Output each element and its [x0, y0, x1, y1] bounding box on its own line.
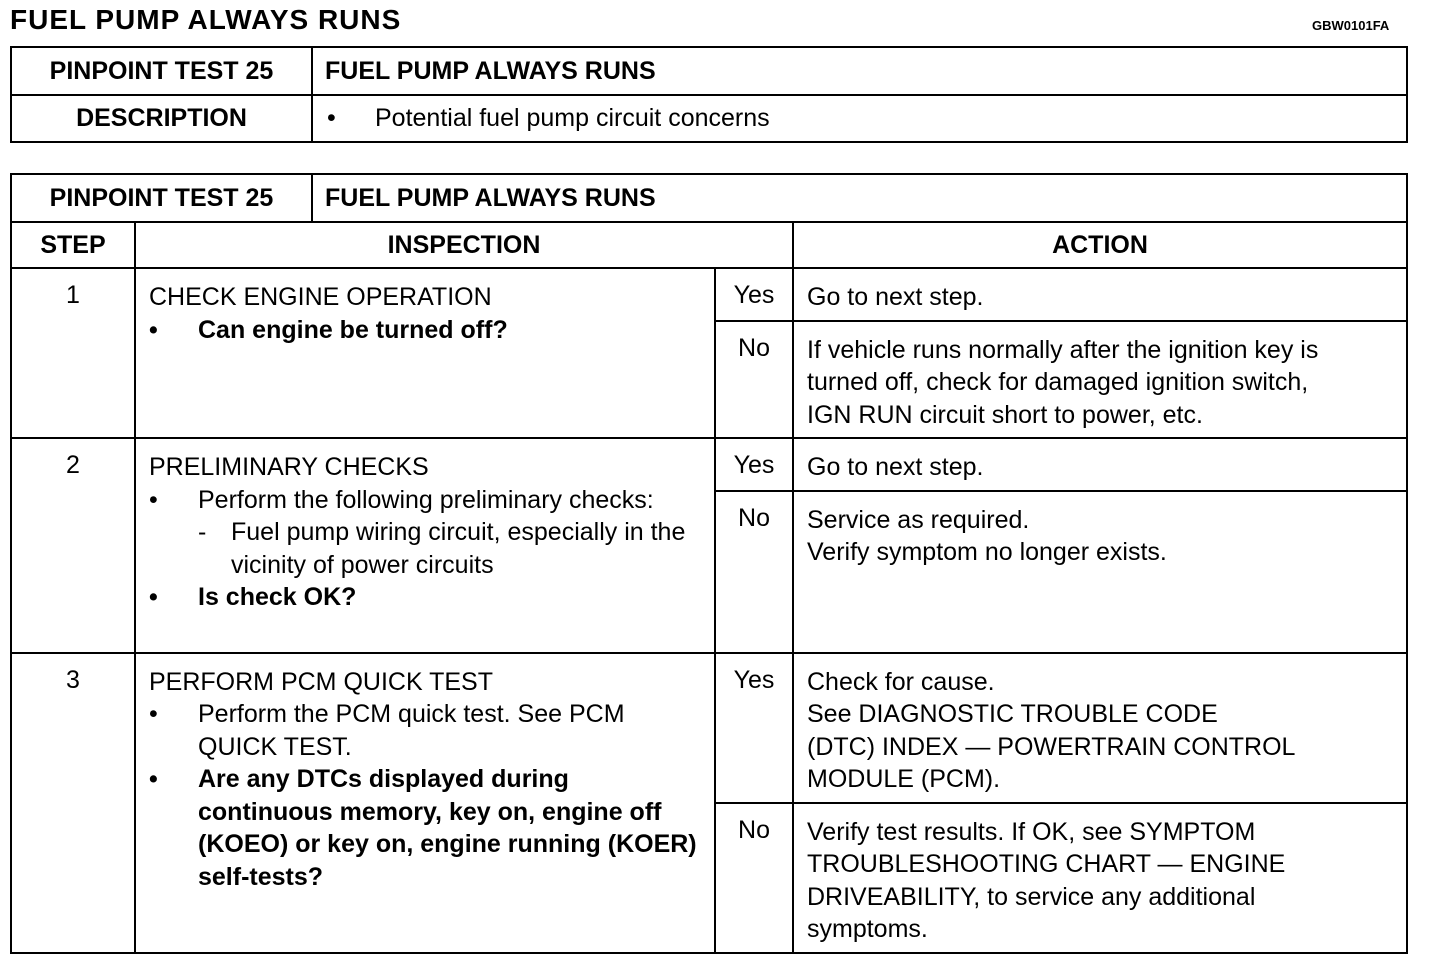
bullet: • — [327, 104, 336, 132]
table-row — [11, 268, 1407, 321]
action-line: MODULE (PCM). — [807, 765, 1001, 793]
action-line: Verify symptom no longer exists. — [807, 538, 1167, 566]
summary-table — [10, 46, 1408, 143]
inspection-heading: PERFORM PCM QUICK TEST — [149, 667, 494, 696]
instruction-text: Perform the PCM quick test. See PCM QUICK TEST. — [198, 700, 625, 761]
inspection-cell — [135, 653, 715, 953]
inspection-heading: CHECK ENGINE OPERATION — [149, 283, 492, 311]
test-label: PINPOINT TEST 25 — [12, 175, 313, 221]
action-no — [793, 491, 1407, 653]
bullet: • — [149, 765, 158, 793]
column-header-step: STEP — [11, 222, 135, 268]
table-row — [11, 653, 1407, 803]
inspection-subitem — [149, 516, 702, 581]
description-value — [312, 95, 1407, 142]
inspection-cell — [135, 438, 715, 653]
inspection-question — [149, 314, 702, 347]
test-header-cell — [11, 174, 1407, 222]
inspection-instruction — [149, 698, 702, 763]
step-number: 1 — [11, 268, 135, 438]
answer-yes: Yes — [715, 653, 793, 803]
description-label: DESCRIPTION — [11, 95, 312, 142]
action-line: (DTC) INDEX — POWERTRAIN CONTROL — [807, 732, 1296, 761]
table-row — [11, 438, 1407, 491]
page-title: FUEL PUMP ALWAYS RUNS — [10, 4, 402, 35]
action-line: Check for cause. — [807, 667, 995, 696]
description-text: Potential fuel pump circuit concerns — [375, 104, 770, 132]
dash: - — [198, 518, 207, 546]
instruction-text: Perform the following preliminary checks: — [198, 485, 654, 514]
answer-no: No — [715, 803, 793, 953]
summary-test-label: PINPOINT TEST 25 — [11, 47, 312, 95]
inspection-instruction — [149, 484, 702, 517]
action-yes — [793, 653, 1407, 803]
action-line: turned off, check for damaged ignition switch, — [807, 368, 1309, 396]
bullet: • — [149, 700, 158, 728]
action-line: symptoms. — [807, 915, 928, 943]
action-yes: Go to next step. — [793, 268, 1407, 321]
summary-test-title: FUEL PUMP ALWAYS RUNS — [312, 47, 1407, 95]
action-line: IGN RUN circuit short to power, etc. — [807, 400, 1203, 429]
action-line: Verify test results. If OK, see SYMPTOM — [807, 817, 1256, 846]
column-header-inspection: INSPECTION — [135, 222, 793, 268]
question-text: Are any DTCs displayed during continuous memory, key on, engine off (KOEO) or key on, engine running (KOER) self-tests? — [198, 765, 697, 891]
inspection-heading: PRELIMINARY CHECKS — [149, 453, 429, 481]
question-text: Is check OK? — [198, 583, 357, 611]
action-no — [793, 321, 1407, 439]
answer-no: No — [715, 321, 793, 439]
subitem-text: Fuel pump wiring circuit, especially in the vicinity of power circuits — [231, 518, 686, 579]
document-code: GBW0101FA — [1312, 18, 1390, 33]
question-text: Can engine be turned off? — [198, 315, 508, 344]
bullet: • — [149, 583, 158, 611]
action-line: See DIAGNOSTIC TROUBLE CODE — [807, 700, 1218, 728]
answer-yes: Yes — [715, 268, 793, 321]
action-line: TROUBLESHOOTING CHART — ENGINE — [807, 850, 1286, 878]
bullet: • — [149, 485, 158, 514]
action-yes: Go to next step. — [793, 438, 1407, 491]
inspection-cell — [135, 268, 715, 438]
inspection-question — [149, 763, 702, 893]
test-title: FUEL PUMP ALWAYS RUNS — [325, 183, 656, 212]
inspection-question — [149, 581, 702, 614]
action-line: Service as required. — [807, 505, 1030, 534]
action-no — [793, 803, 1407, 953]
answer-yes: Yes — [715, 438, 793, 491]
action-line: DRIVEABILITY, to service any additional — [807, 882, 1256, 911]
step-number: 2 — [11, 438, 135, 653]
answer-no: No — [715, 491, 793, 653]
bullet: • — [149, 315, 158, 344]
action-line: If vehicle runs normally after the ignition key is — [807, 335, 1319, 364]
step-number: 3 — [11, 653, 135, 953]
column-header-action: ACTION — [793, 222, 1407, 268]
pinpoint-test-table — [10, 173, 1408, 954]
